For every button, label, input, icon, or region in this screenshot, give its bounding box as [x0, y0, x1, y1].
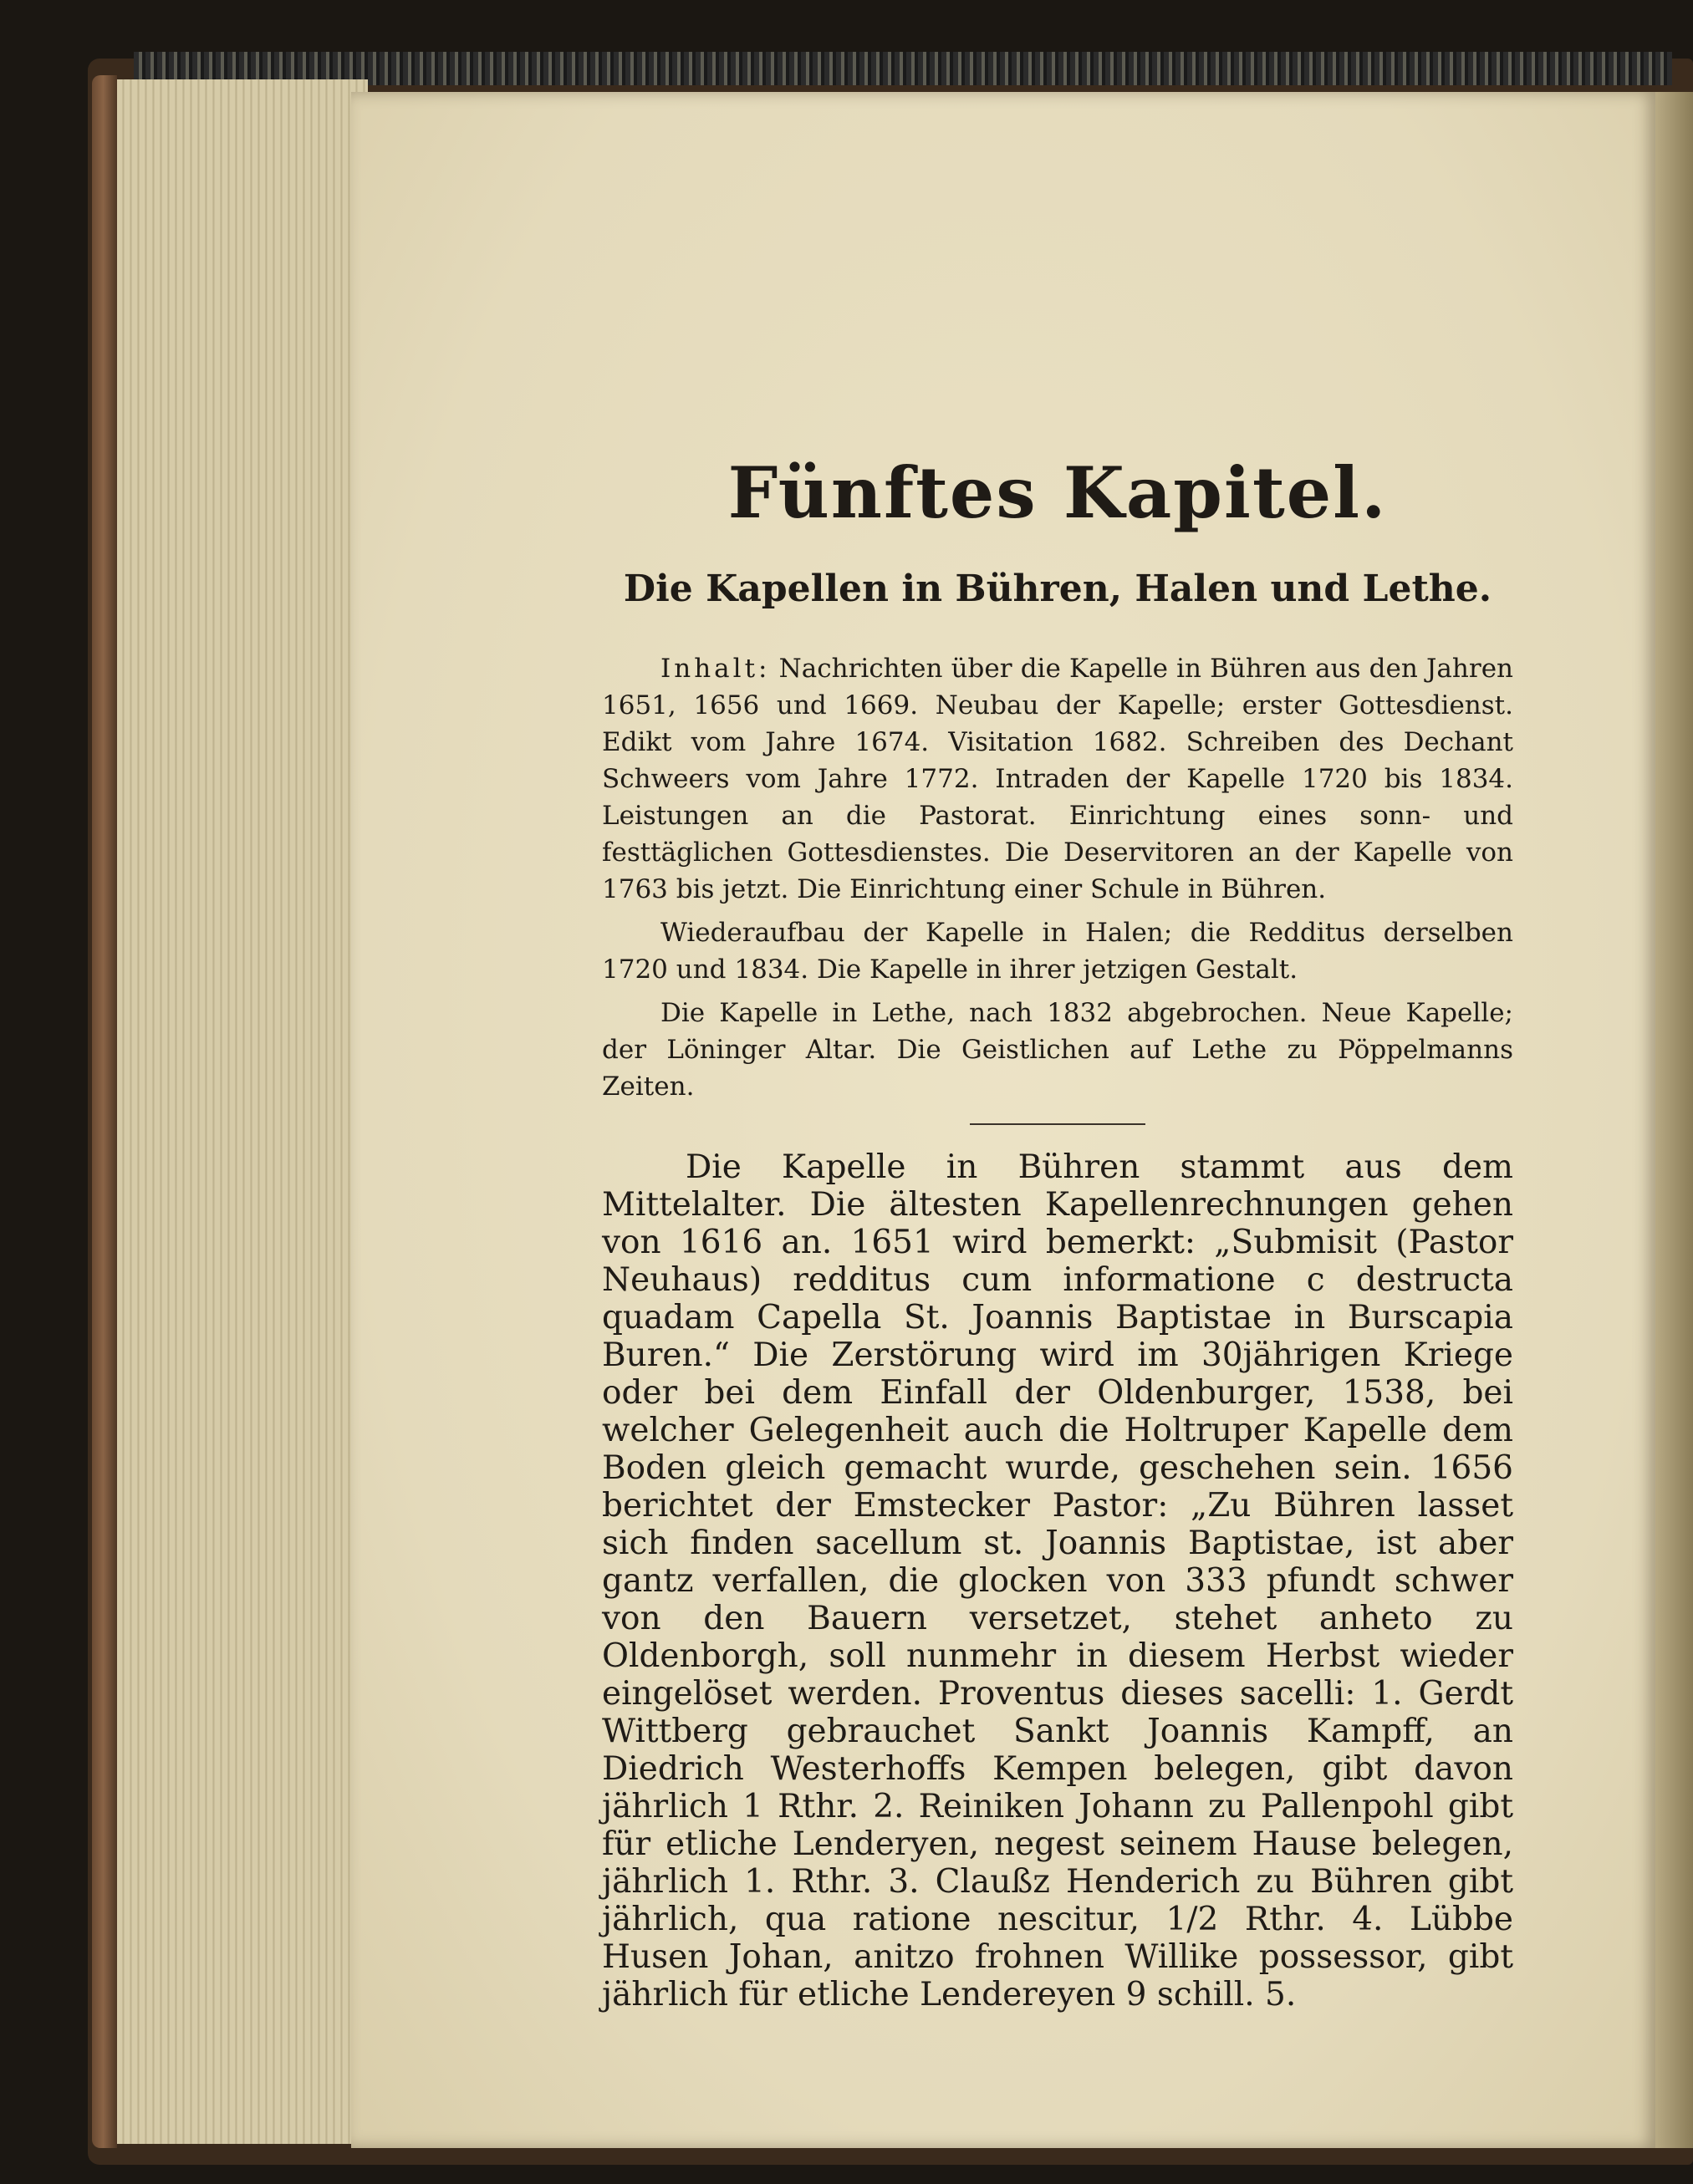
summary-text: Nachrichten über die Kapelle in Bühren aus den Jahren 1651, 1656 und 1669. Neubau der Kapelle; erster Gottesdienst. Edikt vom Jahre 1674. Visitation 1682. Schreiben des Dechant Schweers vom Jahre 1772. Intraden der Kapelle 1720 bis 1834. Leistungen an die Pastorat. Einrichtung eines sonn- und festtäglichen Gottesdienstes. Die Deservitoren an der Kapelle von 1763 bis jetzt. Die Einrichtung einer Schule in Bühren.	[602, 654, 1514, 904]
summary-paragraph	[602, 650, 1513, 908]
page-text	[602, 451, 1513, 2013]
body-paragraph: Die Kapelle in Bühren stammt aus dem Mittelalter. Die ältesten Kapellenrechnungen gehen von 1616 an. 1651 wird bemerkt: „Submisit (Pastor Neuhaus) redditus cum informatione c destructa quadam Capella St. Joannis Baptistae in Burscapia Buren.“ Die Zerstörung wird im 30jährigen Kriege oder bei dem Einfall der Oldenburger, 1538, bei welcher Gelegenheit auch die Holtruper Kapelle dem Boden gleich gemacht wurde, geschehen sein. 1656 berichtet der Emstecker Pastor: „Zu Bühren lasset sich finden sacellum st. Joannis Baptistae, ist aber gantz verfallen, die glocken von 333 pfundt schwer von den Bauern versetzet, stehet anheto zu Oldenborgh, soll nunmehr in diesem Herbst wieder eingelöset werden. Proventus dieses sacelli: 1. Gerdt Wittberg gebrauchet Sankt Joannis Kampff, an Diedrich Westerhoffs Kempen belegen, gibt davon jährlich 1 Rthr. 2. Reiniken Johann zu Pallenpohl gibt für etliche Lenderyen, negest seinem Hause belegen, jährlich 1. Rthr. 3. Claußz Henderich zu Bühren gibt jährlich, qua ratione nescitur, 1/2 Rthr. 4. Lübbe Husen Johan, anitzo frohnen Willike possessor, gibt jährlich für etliche Lendereyen 9 schill. 5.	[602, 1148, 1513, 2013]
facing-page-edge	[1655, 92, 1693, 2148]
summary-label: Inhalt:	[660, 654, 771, 684]
chapter-title: Fünftes Kapitel.	[727, 451, 1388, 534]
section-divider	[970, 1123, 1145, 1125]
page-stack	[117, 79, 368, 2144]
book-spine-edge	[92, 75, 117, 2148]
chapter-subtitle: Die Kapellen in Bühren, Halen und Lethe.	[623, 568, 1492, 610]
chapter-summary	[602, 650, 1513, 1105]
summary-paragraph: Die Kapelle in Lethe, nach 1832 abgebrochen. Neue Kapelle; der Löninger Altar. Die Geistlichen auf Lethe zu Pöppelmanns Zeiten.	[602, 998, 1513, 1102]
summary-paragraph: Wiederaufbau der Kapelle in Halen; die Redditus derselben 1720 und 1834. Die Kapelle in ihrer jetzigen Gestalt.	[602, 918, 1513, 985]
